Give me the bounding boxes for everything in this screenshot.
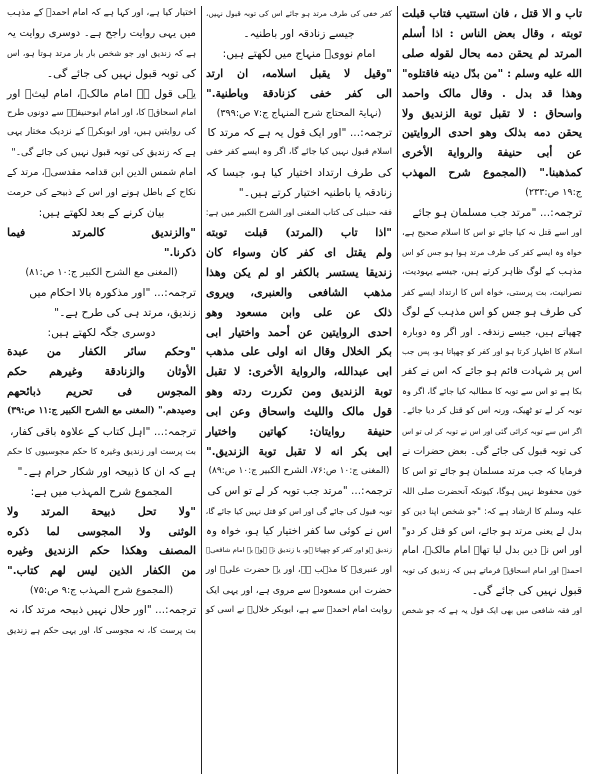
text-line: میں یہی روایت راجح ہے۔ دوسری روایت یہ — [7, 27, 196, 39]
text-line: مذهب الشافعی والعنبری، ویروی — [206, 285, 392, 299]
text-line: فقہ حنبلی کی کتاب المغنی اور الشرح الکبیر میں ہے: — [205, 207, 392, 218]
text-line: من الکفار الذین لیس لهم کتاب." — [7, 564, 196, 578]
text-line: بت پرست اور زندیق وغیرہ کا حکم مجوسیوں کا حکم — [7, 445, 196, 456]
text-line: توبہ قبول کی جائے گی اور اس کو قتل نہیں کیا جائے گا، — [205, 505, 392, 516]
text-line: فرمایا کہ جب مرتد مسلمان ہو جائے تو اس کا — [402, 465, 582, 477]
text-line: اس پر شہادت قائم ہو جائے کہ اس نے کفر — [402, 366, 582, 378]
text-line: خون محفوظ نہیں ہوگا، کیونکہ آنحضرت صلی اللہ — [402, 485, 582, 496]
text-line: اختیار کیا ہے، اور کہا ہے کہ امام احمدؒ کے مذہب — [7, 8, 196, 18]
text-line: امام اسحاقؒ کا، اور امام ابوحنیفہؒ سے دونوں طرح — [7, 107, 196, 118]
text-line: ترجمہ:... "مرتد جب توبہ کر لے تو اس کی — [207, 484, 392, 497]
text-line: (المجموع شرح المہذب ج:۹ ص:۷۵) — [29, 585, 174, 597]
text-line: ابی بکر انه لا تقبل توبة الزندیق." — [206, 444, 392, 458]
text-line: "ولا تحل ذبیحة المرتد ولا — [7, 504, 196, 518]
text-line: ہے کہ زندیق کی توبہ قبول نہیں کی جائے گی۔" — [11, 147, 196, 159]
text-line: الوثنی ولا المجوسی لما ذکره — [7, 524, 196, 538]
text-line: ترجمہ:... "اور مذکورہ بالا احکام میں — [29, 285, 196, 299]
text-line: ذلک عن علی وابن مسعود وهو — [206, 305, 392, 319]
text-line: الی کفر خفی کزنادقة وباطنیة." — [206, 86, 392, 100]
text-line: اسلام کا اظہار کرتا ہو اور کفر کو چھپاتا ہو، پس جب — [402, 347, 582, 357]
text-line: الله علیه وسلم : "من بدّل دینه فاقتلوه" — [402, 66, 582, 80]
text-line: بت پرست کا، نہ مجوسی کا، اور یہی حکم ہے زندیق — [7, 625, 196, 636]
text-line: ہے کہ ان کا ذبیحہ اور شکار حرام ہے۔" — [17, 464, 196, 478]
text-line: حنیفة روایتان: کهاتین واختیار — [206, 425, 392, 439]
text-line: احدی الروایتین عن أحمد واختیار ابی — [206, 325, 392, 339]
text-line: یہی قول ہے امام مالکؒ، امام لیثؒ اور — [7, 86, 196, 100]
text-line: (المغنی مع الشرح الکبیر ج:۱۰ ص:۸۱) — [25, 266, 178, 278]
text-line: المجموع شرح المہذب میں ہے: — [30, 484, 173, 498]
text-line: المجوس فی تحریم ذبائحهم — [7, 385, 196, 399]
text-line: مذہب کے لوگ ظاہر کرتے ہیں، جیسے یہودیت، — [402, 266, 582, 277]
text-line: "والزندیق کالمرتد فیما — [7, 225, 196, 239]
text-line: توبته ، وقال بعض الناس : اذا أسلم — [402, 26, 582, 40]
text-line: بکا ہے تو اس سے توبہ کا مطالبہ کیا جائے گا، اگر وہ — [402, 386, 582, 397]
text-line: امام نوویؒ منہاج میں لکھتے ہیں: — [222, 46, 376, 60]
text-line: المصنف وهکذا حکم الزندیق وغیره — [7, 544, 196, 558]
text-line: وصیدهم." (المغنی مع الشرح الکبیر ج:۱۱ ص:۳۹) — [7, 406, 196, 417]
text-line: قول مالک واللیث واسحاق وعن ابی — [206, 405, 392, 419]
text-line: توبہ کر لے تو ٹھیک، ورنہ اس کو قتل کر دیا جائے۔ — [402, 406, 582, 417]
text-line: اور فقہ شافعی میں بھی ایک قول یہ ہے کہ جو شخص — [402, 606, 582, 616]
text-line: ج:۱۹ ص:۲۳۳) — [525, 187, 582, 199]
text-line: اور عنبریؒ کا مذہب ہے، اور یہ حضرت علیؓ اور — [206, 565, 392, 576]
text-line: اس نے کوئی سا کفر اختیار کیا ہو، خواہ وہ — [206, 525, 392, 537]
text-line: تاب و الا قتل ، فان استتیب فتاب قبلت — [402, 7, 582, 20]
text-line: کی طرف ارتداد اختیار کیا ہو، جیسا کہ — [206, 166, 392, 180]
text-line: عن أبی حنیفة والروایة الأخری — [402, 146, 582, 160]
text-column-middle — [203, 4, 395, 778]
text-line: (نہایۃ المحتاج شرح المنہاج ج:۷ ص:۳۹۹) — [216, 107, 382, 119]
text-line: واسحاق : لا تقبل توبة الزندیق ولا — [402, 106, 582, 120]
text-line: چھپاتے ہیں، جیسے زندقہ۔ اور اگر وہ دوبارہ — [402, 326, 582, 338]
column-divider-left — [201, 6, 202, 774]
text-line: نصرانیت، بت پرستی، خواہ اس کا ارتداد ایسے کفر — [402, 286, 582, 297]
text-line: یحقن دمه بذلک وهو احدی الروایتین — [402, 126, 582, 140]
text-line: کمذهبنا." (المجموع شرح المهذب — [402, 166, 582, 180]
text-line: ترجمہ:... "اور حلال نہیں ذبیحہ مرتد کا، نہ — [8, 604, 196, 617]
text-column-right — [399, 4, 585, 778]
text-line: نکاح کے باطل ہونے اور اس کے ذبیحے کی حرمت — [7, 187, 196, 199]
text-line: توبة الزندیق ومن تکررت ردته وهو — [206, 385, 392, 399]
text-line: زندیق ہو اور کفر کو چھپاتا ہو، یا زندیق نہ ہو۔ یہ امام شافعیؒ — [206, 546, 392, 555]
text-line: قبول نہیں کی جائے گی۔ — [471, 584, 582, 598]
text-line: اور اس نے دین بدل لیا تھا۔ امام مالکؒ، امام — [402, 545, 582, 557]
text-line: علیہ وسلم کا ارشاد ہے کہ: "جو شخص اپنا دین کو — [402, 505, 582, 516]
text-line: کفر خفی کی طرف مرتد ہو جائے اس کی توبہ قبول نہیں، — [206, 9, 392, 18]
text-line: جیسے زنادقہ اور باطنیہ۔ — [243, 26, 355, 40]
text-line: امام شمس الدین ابن قدامہ مقدسیؒ، مرتد کے — [7, 167, 196, 179]
text-line: ہے کہ زندیق اور جو شخص بار بار مرتد ہوتا ہو، اس — [7, 47, 196, 58]
text-line: الأوثان والزنادقة وغیرهم حکم — [7, 365, 196, 379]
text-line: کی طرف ہو جس کو اس مذہب کے لوگ — [402, 305, 582, 318]
text-line: حضرت ابن مسعودؓ سے مروی ہے، اور یہی ایک — [206, 585, 392, 597]
text-line: زندیقا یستسر بالکفر او لم یکن وهذا — [206, 265, 392, 279]
text-line: کی توبہ قبول کی جائے گی۔ بعض حضرات نے — [402, 445, 582, 457]
text-line: المرتد لم یحقن دمه بحال لقوله صلی — [402, 46, 582, 60]
text-line: احمدؒ اور امام اسحاقؒ فرماتے ہیں کہ زندیق کی توبہ — [402, 566, 582, 576]
text-column-left — [4, 4, 199, 778]
text-line: زنادقہ یا باطنیہ اختیار کرتے ہیں۔" — [238, 186, 392, 200]
text-line: کی توبہ قبول نہیں کی جائے گی۔ — [46, 66, 196, 80]
text-line: "وحکم سائر الکفار من عبدة — [7, 345, 196, 359]
text-line: ترجمہ:... "اور ایک قول یہ ہے کہ مرتد کا — [207, 126, 392, 140]
text-line: اور اسے قتل نہ کیا جائے تو اس کا اسلام صحیح ہے، — [402, 226, 582, 237]
text-line: اسلام قبول نہیں کیا جائے گا، اگر وہ ایسے کفر خفی — [206, 147, 392, 158]
text-line: خواہ وہ ایسے کفر کی طرف مرتد ہوا ہو جس کو اس — [402, 247, 582, 257]
text-line: ابی عبدالله، والروایة الأخری: لا تقبل — [206, 365, 392, 379]
text-line: (المغنی ج:۱۰ ص:۷۶، الشرح الکبیر ج:۱۰ ص:۸۹) — [208, 465, 390, 476]
text-line: وهذا قد بدل . وقال مالک واحمد — [402, 86, 582, 100]
text-line: کی روایتیں ہیں، اور ابوبکرؒ کے نزدیک مختار یہی — [7, 127, 196, 138]
text-line: ذکرنا." — [163, 245, 196, 259]
text-line: "اذا تاب (المرتد) قبلت توبته — [206, 225, 392, 239]
text-line: ترجمہ:... "اہل کتاب کے علاوہ باقی کفار، — [10, 425, 196, 439]
text-line: ولم یقتل ای کفر کان وسواء کان — [206, 245, 392, 259]
text-line: "وقیل لا یقبل اسلامه، ان ارتد — [206, 66, 392, 80]
text-line: اگر اس سے توبہ کرائی گئی اور اس نے توبہ کر لی تو اس — [402, 427, 582, 437]
text-line: بکر الخلال وقال انه اولی علی مذهب — [206, 345, 392, 359]
text-line: روایت امام احمدؒ سے ہے، ابوبکر خلالؒ نے اسی کو — [205, 605, 392, 616]
text-line: زندیق، مرتد ہی کی طرح ہے۔" — [54, 305, 196, 319]
text-line: بیان کرنے کے بعد لکھتے ہیں: — [38, 206, 165, 220]
text-line: ترجمہ:... "مرتد جب مسلمان ہو جائے — [412, 206, 582, 220]
text-line: دوسری جگہ لکھتے ہیں: — [47, 325, 156, 339]
column-divider-right — [397, 6, 398, 774]
text-line: بدل لے یعنی مرتد ہو جائے، اس کو قتل کر دو" — [402, 525, 582, 537]
